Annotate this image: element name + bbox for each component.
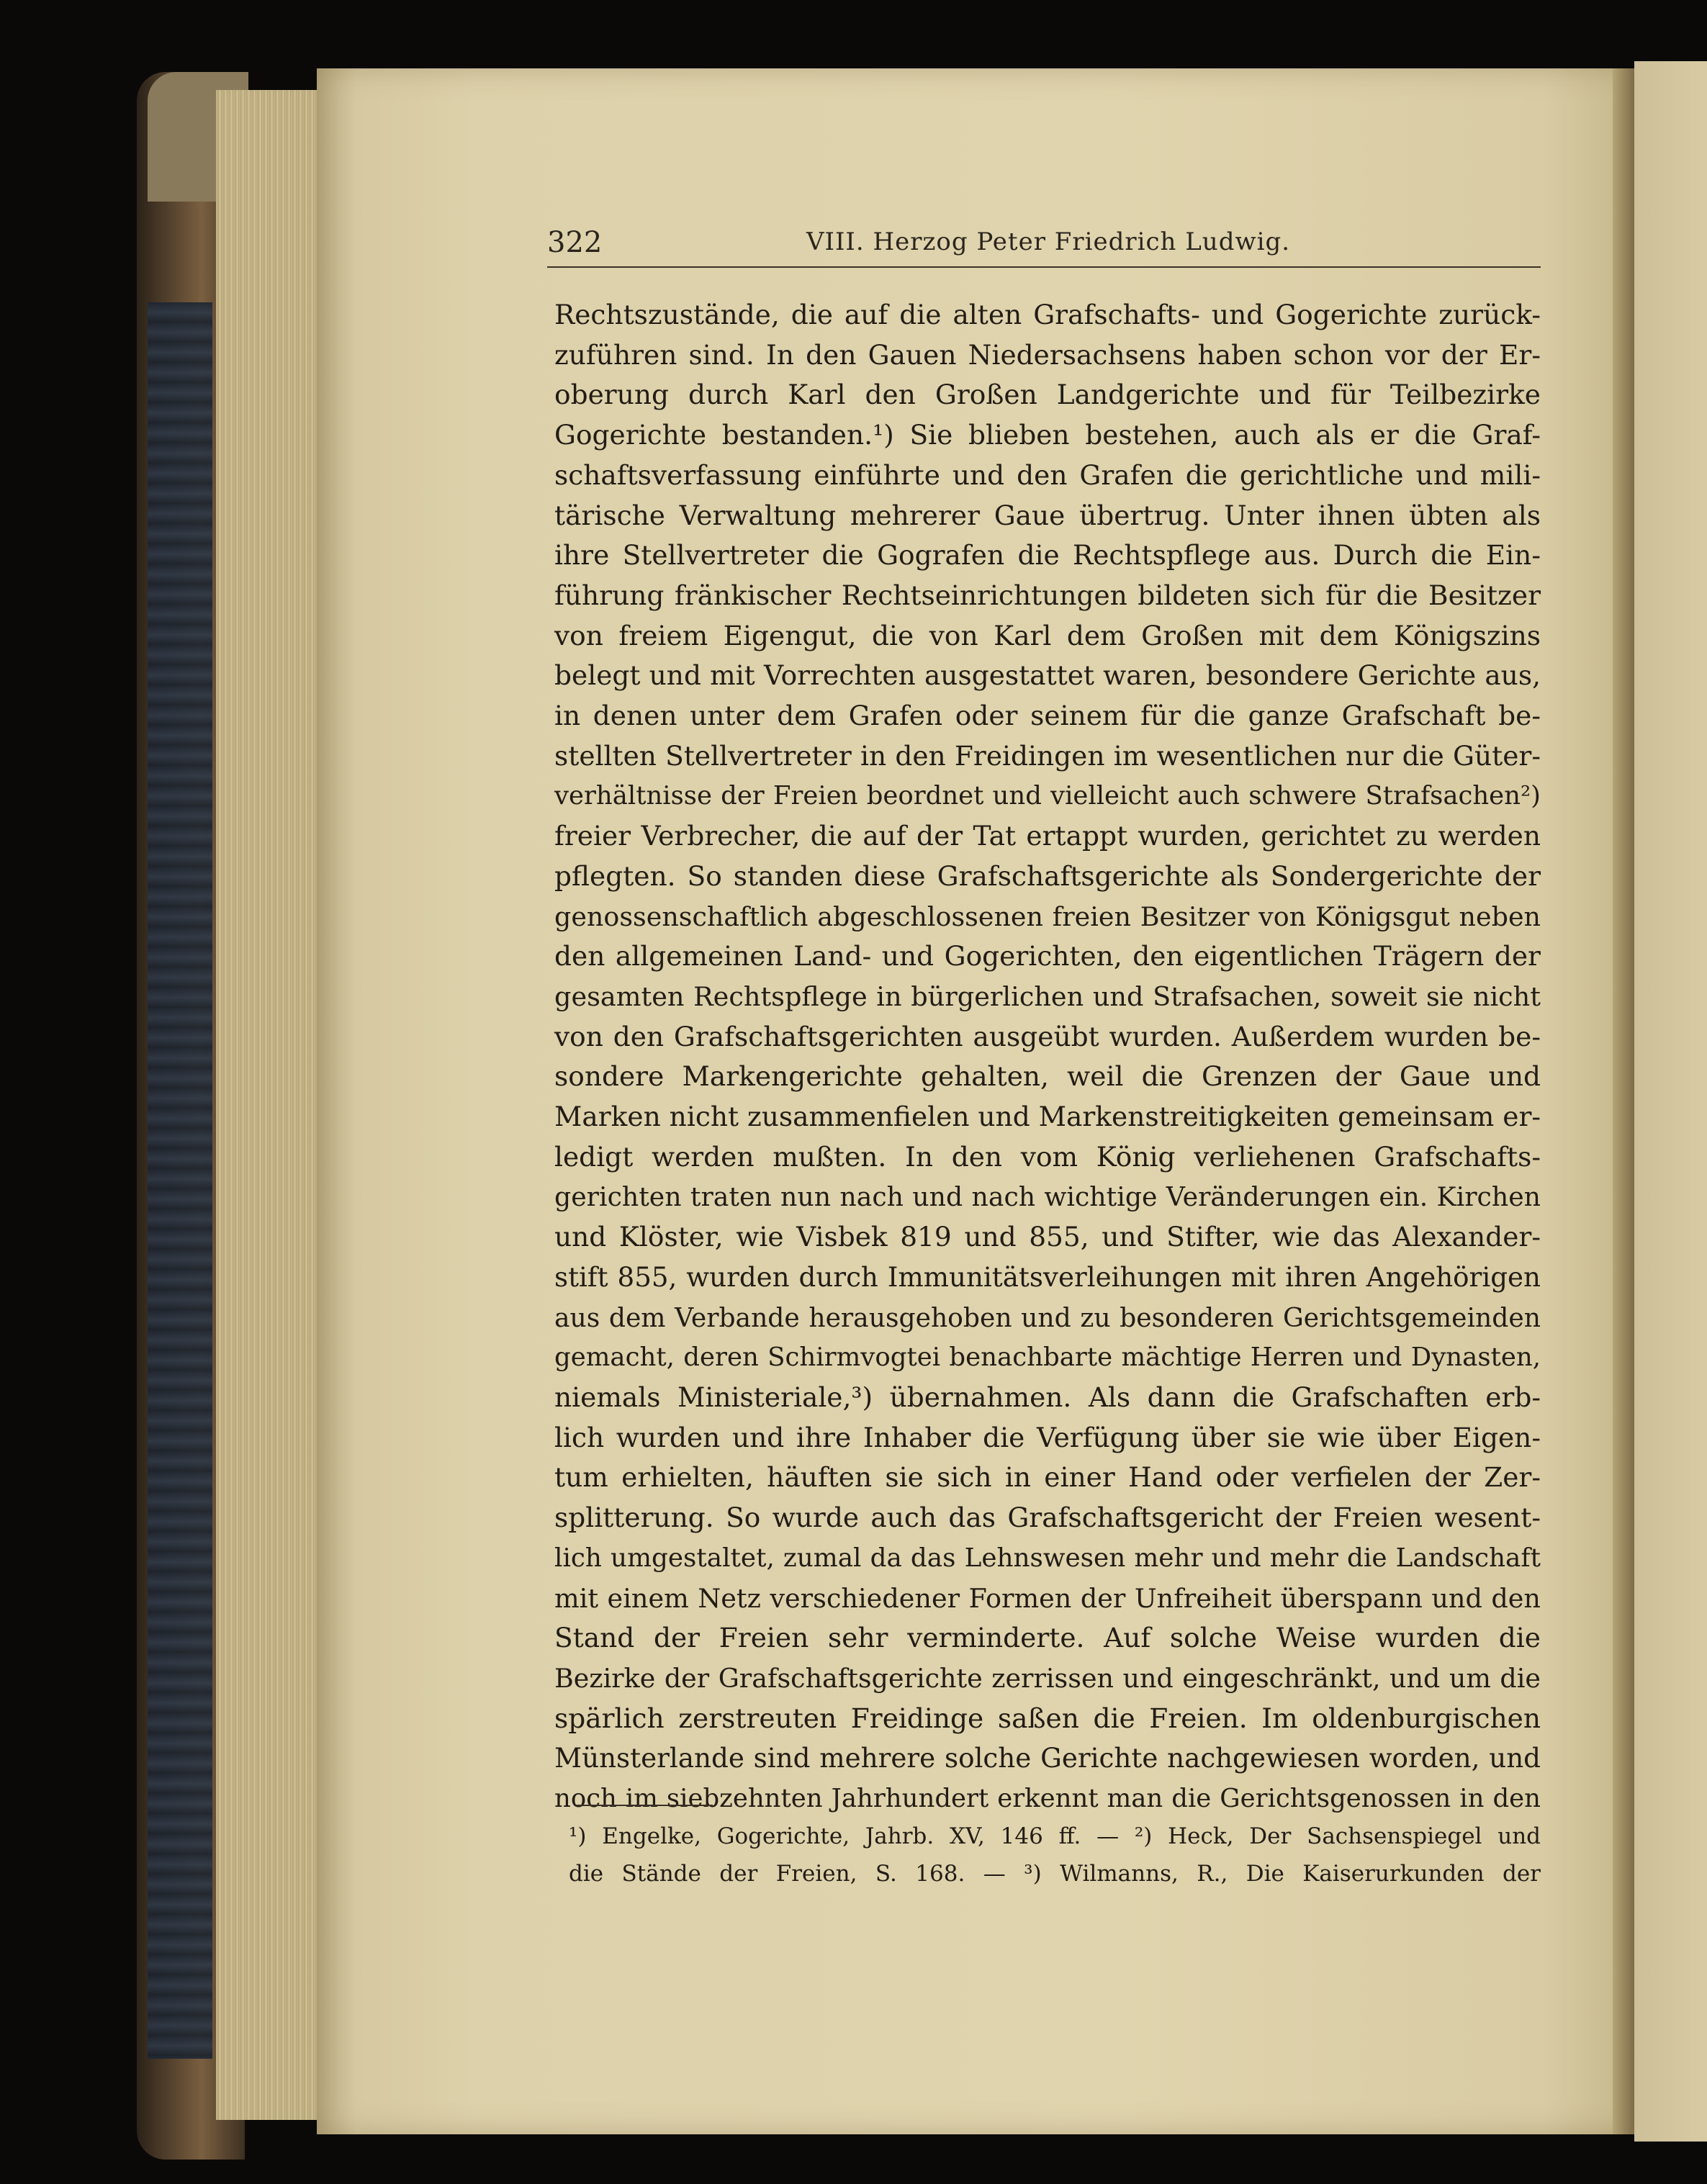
footnote-line: ¹) Engelke, Gogerichte, Jahrb. XV, 146 ff. — ²) Heck, Der Sachsenspiegel und	[569, 1823, 1541, 1849]
text-line: lich umgestaltet, zumal da das Lehnswesen mehr und mehr die Landschaft	[554, 1543, 1541, 1573]
text-line: den allgemeinen Land- und Gogerichten, den eigentlichen Trägern der	[554, 940, 1541, 973]
text-line: splitterung. So wurde auch das Grafschaftsgericht der Freien wesent-	[554, 1502, 1541, 1534]
page-number: 322	[547, 226, 603, 259]
text-line: stellten Stellvertreter in den Freidingen im wesentlichen nur die Güter-	[554, 739, 1541, 772]
text-line: Marken nicht zusammenfielen und Markenstreitigkeiten gemeinsam er-	[554, 1101, 1541, 1133]
footnote-line: die Stände der Freien, S. 168. — ³) Wilmanns, R., Die Kaiserurkunden der	[569, 1861, 1541, 1887]
text-line: Stand der Freien sehr verminderte. Auf solche Weise wurden die	[554, 1622, 1541, 1654]
text-line: in denen unter dem Grafen oder seinem für die ganze Grafschaft be-	[554, 700, 1541, 732]
text-line: lich wurden und ihre Inhaber die Verfügung über sie wie über Eigen-	[554, 1421, 1541, 1453]
text-line: mit einem Netz verschiedener Formen der Unfreiheit überspann und den	[554, 1582, 1541, 1614]
running-head: VIII. Herzog Peter Friedrich Ludwig.	[806, 227, 1291, 256]
footnotes	[569, 1818, 1541, 1892]
text-line: schaftsverfassung einführte und den Grafen die gerichtliche und mili-	[554, 459, 1541, 491]
text-line: genossenschaftlich abgeschlossenen freien Besitzer von Königsgut neben	[554, 901, 1541, 932]
text-line: Bezirke der Grafschaftsgerichte zerrissen und eingeschränkt, und um die	[554, 1662, 1541, 1694]
body-text	[554, 295, 1541, 1819]
text-line: stift 855, wurden durch Immunitätsverleihungen mit ihren Angehörigen	[554, 1260, 1541, 1293]
text-line: sondere Markengerichte gehalten, weil die Grenzen der Gaue und	[554, 1060, 1541, 1093]
text-line: niemals Ministeriale,³) übernahmen. Als dann die Grafschaften erb-	[554, 1381, 1541, 1413]
footnote-rule	[576, 1805, 713, 1806]
text-line: führung fränkischer Rechtseinrichtungen bildeten sich für die Besitzer	[554, 579, 1541, 611]
text-line: tum erhielten, häuften sie sich in einer Hand oder verfielen der Zer-	[554, 1461, 1541, 1494]
text-line: Rechtszustände, die auf die alten Grafschafts- und Gogerichte zurück-	[554, 299, 1541, 330]
book-spine-cloth	[148, 302, 212, 2059]
page-gutter	[1613, 68, 1634, 2134]
text-line: Gogerichte bestanden.¹) Sie blieben bestehen, auch als er die Graf-	[554, 419, 1541, 451]
text-line: Münsterlande sind mehrere solche Gerichte nachgewiesen worden, und	[554, 1742, 1541, 1774]
text-line: belegt und mit Vorrechten ausgestattet waren, besondere Gerichte aus,	[554, 659, 1541, 692]
text-line: spärlich zerstreuten Freidinge saßen die Freien. Im oldenburgischen	[554, 1702, 1541, 1734]
text-line: gesamten Rechtspflege in bürgerlichen und Strafsachen, soweit sie nicht	[554, 980, 1541, 1012]
text-line: pflegten. So standen diese Grafschaftsgerichte als Sondergerichte der	[554, 859, 1541, 892]
text-line: gemacht, deren Schirmvogtei benachbarte mächtige Herren und Dynasten,	[554, 1343, 1541, 1373]
text-line: von den Grafschaftsgerichten ausgeübt wurden. Außerdem wurden be-	[554, 1020, 1541, 1052]
text-line: freier Verbrecher, die auf der Tat ertappt wurden, gerichtet zu werden	[554, 820, 1541, 852]
text-line: ledigt werden mußten. In den vom König verliehenen Grafschafts-	[554, 1140, 1541, 1173]
facing-page-edge	[1634, 61, 1707, 2142]
text-line: verhältnisse der Freien beordnet und vielleicht auch schwere Strafsachen²)	[554, 781, 1541, 811]
text-line: von freiem Eigengut, die von Karl dem Großen mit dem Königszins	[554, 619, 1541, 651]
text-line: tärische Verwaltung mehrerer Gaue übertrug. Unter ihnen übten als	[554, 499, 1541, 531]
text-line: und Klöster, wie Visbek 819 und 855, und Stifter, wie das Alexander-	[554, 1221, 1541, 1253]
text-line: noch im siebzehnten Jahrhundert erkennt man die Gerichtsgenossen in den	[554, 1784, 1541, 1814]
stacked-page-edges	[216, 90, 331, 2120]
text-line: zuführen sind. In den Gauen Niedersachsens haben schon vor der Er-	[554, 338, 1541, 371]
text-line: oberung durch Karl den Großen Landgerichte und für Teilbezirke	[554, 379, 1541, 411]
text-line: ihre Stellvertreter die Gografen die Rechtspflege aus. Durch die Ein-	[554, 539, 1541, 572]
text-line: aus dem Verbande herausgehoben und zu besonderen Gerichtsgemeinden	[554, 1301, 1541, 1333]
text-line: gerichten traten nun nach und nach wichtige Veränderungen ein. Kirchen	[554, 1181, 1541, 1213]
page-header	[547, 223, 1541, 268]
